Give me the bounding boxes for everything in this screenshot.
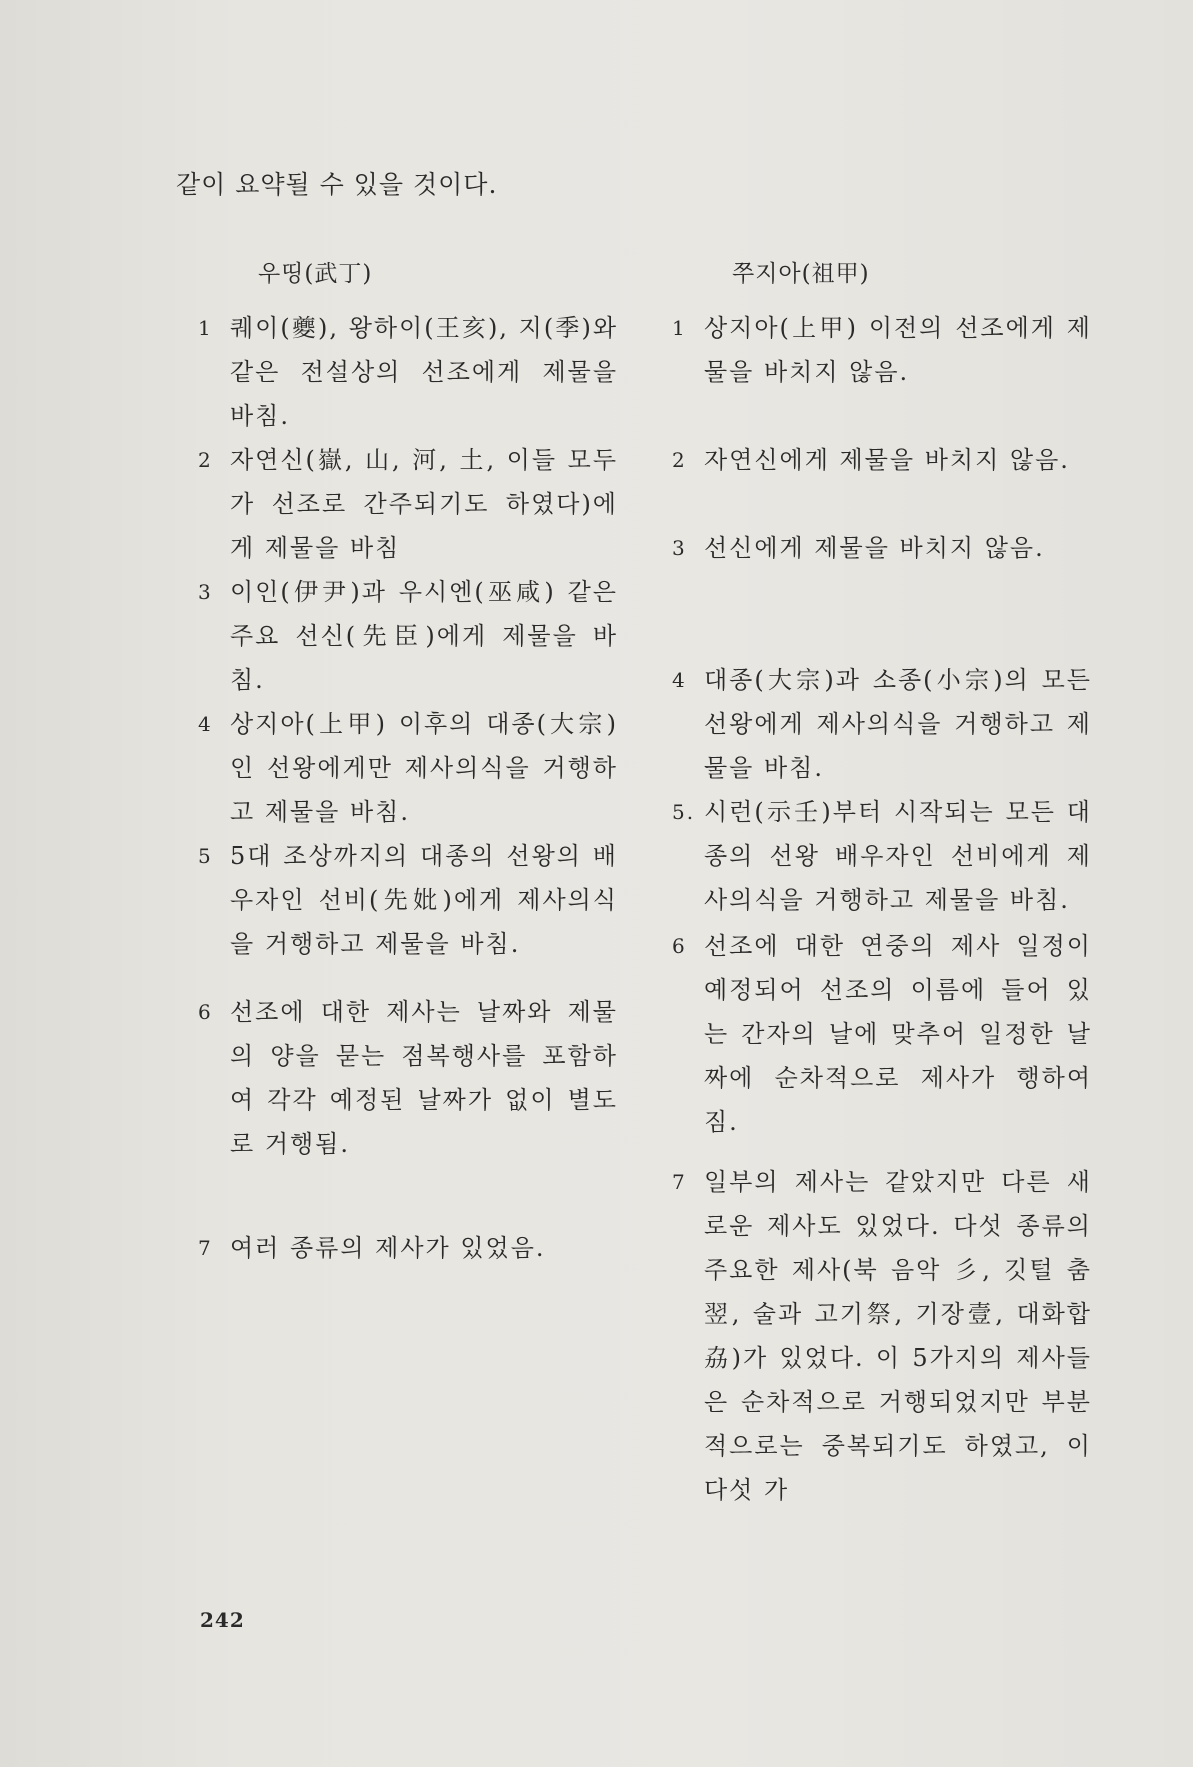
left-item bbox=[198, 306, 618, 438]
left-column bbox=[198, 255, 618, 1270]
item-number: 5. bbox=[672, 800, 696, 824]
item-number: 4 bbox=[198, 712, 213, 736]
item-number: 7 bbox=[672, 1170, 687, 1194]
right-item bbox=[672, 526, 1092, 570]
left-item bbox=[198, 570, 618, 702]
item-number: 5 bbox=[198, 844, 213, 868]
intro-text: 같이 요약될 수 있을 것이다. bbox=[176, 170, 498, 199]
item-number: 1 bbox=[672, 316, 687, 340]
item-number: 6 bbox=[198, 1000, 213, 1024]
left-item bbox=[198, 702, 618, 834]
item-text: 여러 종류의 제사가 있었음. bbox=[230, 1234, 546, 1262]
item-text: 선신에게 제물을 바치지 않음. bbox=[704, 534, 1045, 562]
item-text: 자연신에게 제물을 바치지 않음. bbox=[704, 446, 1070, 474]
item-text: 선조에 대한 제사는 날짜와 제물의 양을 묻는 점복행사를 포함하여 각각 예정된 날짜가 없이 별도로 거행됨. bbox=[230, 998, 618, 1158]
right-item bbox=[672, 658, 1092, 790]
item-number: 7 bbox=[198, 1236, 213, 1260]
item-number: 1 bbox=[198, 316, 213, 340]
item-text: 5대 조상까지의 대종의 선왕의 배우자인 선비(先妣)에게 제사의식을 거행하고 제물을 바침. bbox=[230, 842, 618, 958]
left-item bbox=[198, 990, 618, 1166]
item-text: 이인(伊尹)과 우시엔(巫咸) 같은 주요 선신(先臣)에게 제물을 바침. bbox=[230, 578, 618, 694]
item-text: 자연신(嶽, 山, 河, 土, 이들 모두가 선조로 간주되기도 하였다)에게 제물을 바침 bbox=[230, 446, 618, 562]
item-number: 3 bbox=[672, 536, 687, 560]
item-number: 2 bbox=[198, 448, 213, 472]
item-text: 선조에 대한 연중의 제사 일정이 예정되어 선조의 이름에 들어 있는 간자의 날에 맞추어 일정한 날짜에 순차적으로 제사가 행하여짐. bbox=[704, 932, 1092, 1136]
item-text: 퀘이(夔), 왕하이(王亥), 지(季)와 같은 전설상의 선조에게 제물을 바침. bbox=[230, 314, 618, 430]
left-item bbox=[198, 1226, 618, 1270]
item-text: 상지아(上甲) 이전의 선조에게 제물을 바치지 않음. bbox=[704, 314, 1092, 386]
item-text: 대종(大宗)과 소종(小宗)의 모든 선왕에게 제사의식을 거행하고 제물을 바침. bbox=[704, 666, 1092, 782]
item-text: 시런(示壬)부터 시작되는 모든 대종의 선왕 배우자인 선비에게 제사의식을 거행하고 제물을 바침. bbox=[704, 798, 1092, 914]
right-item bbox=[672, 790, 1092, 922]
page-number: 242 bbox=[200, 1608, 245, 1632]
right-column bbox=[672, 255, 1092, 1512]
right-item bbox=[672, 438, 1092, 482]
left-item bbox=[198, 438, 618, 570]
item-number: 2 bbox=[672, 448, 687, 472]
right-item bbox=[672, 306, 1092, 394]
left-item bbox=[198, 834, 618, 966]
item-number: 4 bbox=[672, 668, 687, 692]
right-item bbox=[672, 1160, 1092, 1512]
item-text: 일부의 제사는 같았지만 다른 새로운 제사도 있었다. 다섯 종류의 주요한 제사(북 음악 彡, 깃털 춤翌, 술과 고기祭, 기장壹, 대화합劦)가 있었다. 이 5가지의 제사들은 순차적으로 거행되었지만 부분적으로는 중복되기도 하였고, 이 다섯 가 bbox=[704, 1168, 1092, 1504]
item-number: 3 bbox=[198, 580, 213, 604]
right-heading: 쭈지아(祖甲) bbox=[732, 261, 870, 287]
item-number: 6 bbox=[672, 934, 687, 958]
item-text: 상지아(上甲) 이후의 대종(大宗)인 선왕에게만 제사의식을 거행하고 제물을 바침. bbox=[230, 710, 618, 826]
right-item bbox=[672, 924, 1092, 1144]
left-heading: 우띵(武丁) bbox=[258, 261, 373, 287]
